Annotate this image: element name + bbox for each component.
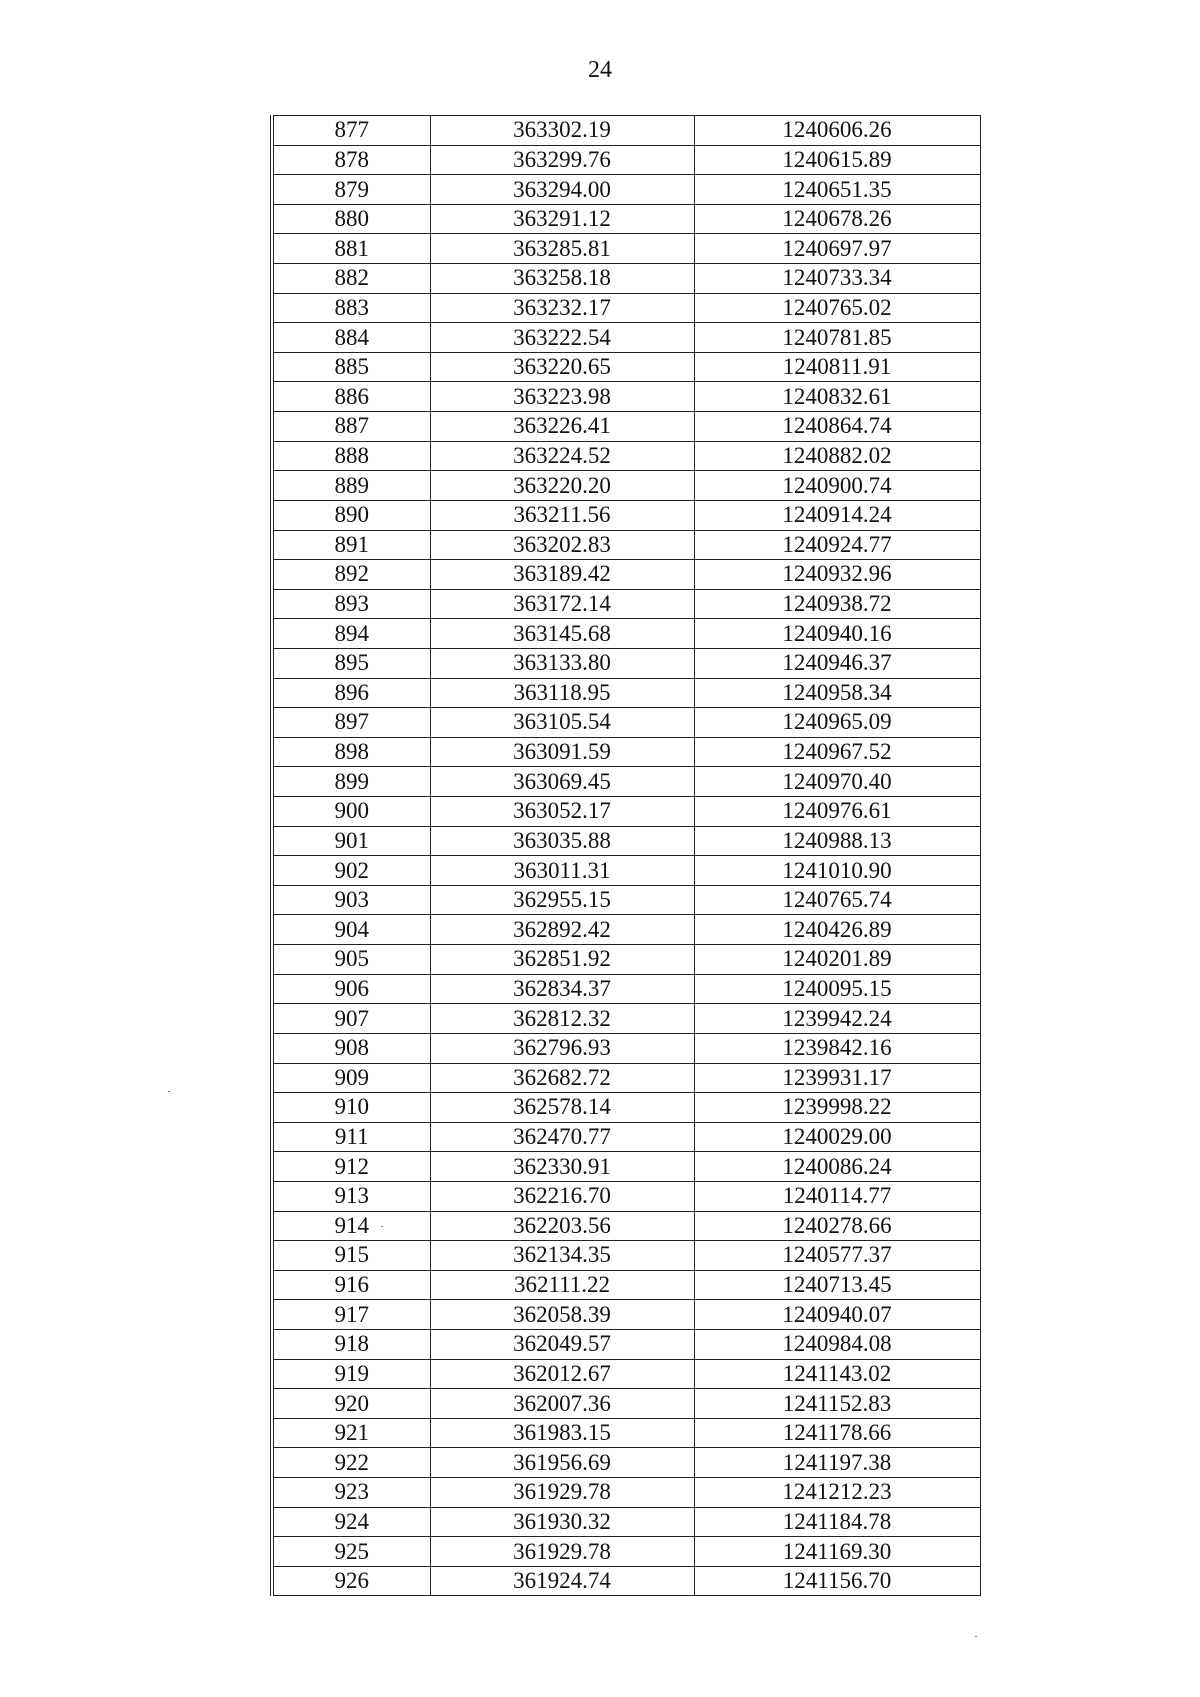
table-row [272,1122,980,1152]
y-coordinate-cell: 1240967.52 [694,737,980,767]
scan-speck [975,1636,977,1637]
y-coordinate-cell: 1240577.37 [694,1241,980,1271]
table-row [272,1181,980,1211]
point-number-cell: 888 [272,441,430,471]
y-coordinate-cell: 1240765.02 [694,293,980,323]
y-coordinate-cell: 1240278.66 [694,1211,980,1241]
coordinates-table [270,115,981,1596]
y-coordinate-cell: 1241169.30 [694,1537,980,1567]
coordinates-table-body [272,116,980,1596]
table-row [272,1004,980,1034]
table-row [272,1418,980,1448]
point-number-cell: 922 [272,1448,430,1478]
point-number-cell: 902 [272,856,430,886]
x-coordinate-cell: 363133.80 [430,648,694,678]
y-coordinate-cell: 1240678.26 [694,204,980,234]
table-row [272,145,980,175]
y-coordinate-cell: 1241010.90 [694,856,980,886]
x-coordinate-cell: 362892.42 [430,915,694,945]
y-coordinate-cell: 1241152.83 [694,1389,980,1419]
y-coordinate-cell: 1240882.02 [694,441,980,471]
point-number-cell: 901 [272,826,430,856]
point-number-cell: 912 [272,1152,430,1182]
x-coordinate-cell: 362134.35 [430,1241,694,1271]
table-row [272,530,980,560]
point-number-cell: 886 [272,382,430,412]
point-number-cell: 887 [272,412,430,442]
x-coordinate-cell: 363226.41 [430,412,694,442]
y-coordinate-cell: 1241178.66 [694,1418,980,1448]
table-row [272,945,980,975]
point-number-cell: 898 [272,737,430,767]
x-coordinate-cell: 361924.74 [430,1566,694,1596]
x-coordinate-cell: 362330.91 [430,1152,694,1182]
y-coordinate-cell: 1240615.89 [694,145,980,175]
point-number-cell: 883 [272,293,430,323]
x-coordinate-cell: 363291.12 [430,204,694,234]
y-coordinate-cell: 1240988.13 [694,826,980,856]
point-number-cell: 893 [272,589,430,619]
table-row [272,1389,980,1419]
x-coordinate-cell: 362058.39 [430,1300,694,1330]
point-number-cell: 892 [272,560,430,590]
y-coordinate-cell: 1240713.45 [694,1270,980,1300]
x-coordinate-cell: 361983.15 [430,1418,694,1448]
x-coordinate-cell: 363302.19 [430,116,694,146]
table-row [272,1211,980,1241]
x-coordinate-cell: 362216.70 [430,1181,694,1211]
y-coordinate-cell: 1240201.89 [694,945,980,975]
y-coordinate-cell: 1241143.02 [694,1359,980,1389]
x-coordinate-cell: 363220.65 [430,352,694,382]
point-number-cell: 885 [272,352,430,382]
table-row [272,1063,980,1093]
x-coordinate-cell: 363172.14 [430,589,694,619]
table-row [272,1507,980,1537]
point-number-cell: 915 [272,1241,430,1271]
y-coordinate-cell: 1240029.00 [694,1122,980,1152]
y-coordinate-cell: 1240651.35 [694,175,980,205]
table-row [272,589,980,619]
x-coordinate-cell: 363285.81 [430,234,694,264]
x-coordinate-cell: 363220.20 [430,471,694,501]
x-coordinate-cell: 363035.88 [430,826,694,856]
x-coordinate-cell: 363091.59 [430,737,694,767]
table-row [272,1448,980,1478]
table-row [272,560,980,590]
x-coordinate-cell: 363299.76 [430,145,694,175]
x-coordinate-cell: 362851.92 [430,945,694,975]
x-coordinate-cell: 363232.17 [430,293,694,323]
y-coordinate-cell: 1240958.34 [694,678,980,708]
point-number-cell: 913 [272,1181,430,1211]
x-coordinate-cell: 361929.78 [430,1478,694,1508]
y-coordinate-cell: 1240697.97 [694,234,980,264]
x-coordinate-cell: 363011.31 [430,856,694,886]
scan-speck [381,1226,383,1227]
point-number-cell: 890 [272,500,430,530]
y-coordinate-cell: 1240606.26 [694,116,980,146]
point-number-cell: 879 [272,175,430,205]
y-coordinate-cell: 1240970.40 [694,767,980,797]
table-row [272,116,980,146]
page-number: 24 [588,57,612,83]
x-coordinate-cell: 361930.32 [430,1507,694,1537]
x-coordinate-cell: 362834.37 [430,974,694,1004]
y-coordinate-cell: 1240864.74 [694,412,980,442]
x-coordinate-cell: 363202.83 [430,530,694,560]
table-row [272,412,980,442]
point-number-cell: 894 [272,619,430,649]
y-coordinate-cell: 1240781.85 [694,323,980,353]
table-row [272,1300,980,1330]
point-number-cell: 918 [272,1329,430,1359]
table-row [272,500,980,530]
point-number-cell: 878 [272,145,430,175]
table-row [272,264,980,294]
table-row [272,1359,980,1389]
y-coordinate-cell: 1240946.37 [694,648,980,678]
point-number-cell: 905 [272,945,430,975]
x-coordinate-cell: 363189.42 [430,560,694,590]
point-number-cell: 921 [272,1418,430,1448]
y-coordinate-cell: 1240932.96 [694,560,980,590]
table-row [272,737,980,767]
y-coordinate-cell: 1240095.15 [694,974,980,1004]
table-row [272,648,980,678]
table-row [272,382,980,412]
table-row [272,915,980,945]
y-coordinate-cell: 1239842.16 [694,1033,980,1063]
table-row [272,885,980,915]
x-coordinate-cell: 362203.56 [430,1211,694,1241]
y-coordinate-cell: 1239998.22 [694,1093,980,1123]
y-coordinate-cell: 1240938.72 [694,589,980,619]
point-number-cell: 895 [272,648,430,678]
x-coordinate-cell: 362012.67 [430,1359,694,1389]
x-coordinate-cell: 362796.93 [430,1033,694,1063]
x-coordinate-cell: 362812.32 [430,1004,694,1034]
point-number-cell: 907 [272,1004,430,1034]
x-coordinate-cell: 362049.57 [430,1329,694,1359]
table-row [272,1241,980,1271]
point-number-cell: 884 [272,323,430,353]
table-row [272,1566,980,1596]
x-coordinate-cell: 363145.68 [430,619,694,649]
point-number-cell: 882 [272,264,430,294]
table-row [272,1478,980,1508]
point-number-cell: 903 [272,885,430,915]
table-row [272,323,980,353]
table-row [272,1033,980,1063]
table-row [272,974,980,1004]
table-row [272,1093,980,1123]
x-coordinate-cell: 362111.22 [430,1270,694,1300]
table-row [272,175,980,205]
y-coordinate-cell: 1240924.77 [694,530,980,560]
table-row [272,797,980,827]
y-coordinate-cell: 1240984.08 [694,1329,980,1359]
point-number-cell: 881 [272,234,430,264]
y-coordinate-cell: 1240940.16 [694,619,980,649]
point-number-cell: 923 [272,1478,430,1508]
table-row [272,1537,980,1567]
point-number-cell: 891 [272,530,430,560]
x-coordinate-cell: 362682.72 [430,1063,694,1093]
y-coordinate-cell: 1240114.77 [694,1181,980,1211]
table-row [272,441,980,471]
point-number-cell: 889 [272,471,430,501]
point-number-cell: 914 [272,1211,430,1241]
y-coordinate-cell: 1240832.61 [694,382,980,412]
y-coordinate-cell: 1240765.74 [694,885,980,915]
y-coordinate-cell: 1240426.89 [694,915,980,945]
y-coordinate-cell: 1240811.91 [694,352,980,382]
x-coordinate-cell: 362470.77 [430,1122,694,1152]
x-coordinate-cell: 362578.14 [430,1093,694,1123]
table-row [272,708,980,738]
table-row [272,1152,980,1182]
x-coordinate-cell: 362007.36 [430,1389,694,1419]
y-coordinate-cell: 1241197.38 [694,1448,980,1478]
point-number-cell: 906 [272,974,430,1004]
y-coordinate-cell: 1240914.24 [694,500,980,530]
table-row [272,1270,980,1300]
y-coordinate-cell: 1240733.34 [694,264,980,294]
point-number-cell: 919 [272,1359,430,1389]
point-number-cell: 910 [272,1093,430,1123]
y-coordinate-cell: 1241212.23 [694,1478,980,1508]
point-number-cell: 880 [272,204,430,234]
x-coordinate-cell: 361956.69 [430,1448,694,1478]
table-row [272,293,980,323]
point-number-cell: 925 [272,1537,430,1567]
table-row [272,352,980,382]
y-coordinate-cell: 1240965.09 [694,708,980,738]
point-number-cell: 911 [272,1122,430,1152]
x-coordinate-cell: 363258.18 [430,264,694,294]
x-coordinate-cell: 363069.45 [430,767,694,797]
y-coordinate-cell: 1240086.24 [694,1152,980,1182]
x-coordinate-cell: 363211.56 [430,500,694,530]
point-number-cell: 897 [272,708,430,738]
point-number-cell: 896 [272,678,430,708]
point-number-cell: 916 [272,1270,430,1300]
table-row [272,234,980,264]
scan-speck [168,1091,170,1092]
table-row [272,619,980,649]
point-number-cell: 924 [272,1507,430,1537]
y-coordinate-cell: 1241184.78 [694,1507,980,1537]
table-row [272,826,980,856]
x-coordinate-cell: 363224.52 [430,441,694,471]
point-number-cell: 899 [272,767,430,797]
y-coordinate-cell: 1241156.70 [694,1566,980,1596]
x-coordinate-cell: 363222.54 [430,323,694,353]
point-number-cell: 917 [272,1300,430,1330]
y-coordinate-cell: 1240900.74 [694,471,980,501]
point-number-cell: 877 [272,116,430,146]
point-number-cell: 908 [272,1033,430,1063]
x-coordinate-cell: 362955.15 [430,885,694,915]
x-coordinate-cell: 363052.17 [430,797,694,827]
x-coordinate-cell: 363118.95 [430,678,694,708]
point-number-cell: 920 [272,1389,430,1419]
x-coordinate-cell: 363223.98 [430,382,694,412]
table-row [272,856,980,886]
table-row [272,1329,980,1359]
point-number-cell: 926 [272,1566,430,1596]
x-coordinate-cell: 361929.78 [430,1537,694,1567]
x-coordinate-cell: 363105.54 [430,708,694,738]
table-row [272,767,980,797]
y-coordinate-cell: 1239942.24 [694,1004,980,1034]
table-row [272,204,980,234]
x-coordinate-cell: 363294.00 [430,175,694,205]
y-coordinate-cell: 1239931.17 [694,1063,980,1093]
table-row [272,678,980,708]
point-number-cell: 909 [272,1063,430,1093]
y-coordinate-cell: 1240976.61 [694,797,980,827]
table-row [272,471,980,501]
point-number-cell: 900 [272,797,430,827]
y-coordinate-cell: 1240940.07 [694,1300,980,1330]
point-number-cell: 904 [272,915,430,945]
